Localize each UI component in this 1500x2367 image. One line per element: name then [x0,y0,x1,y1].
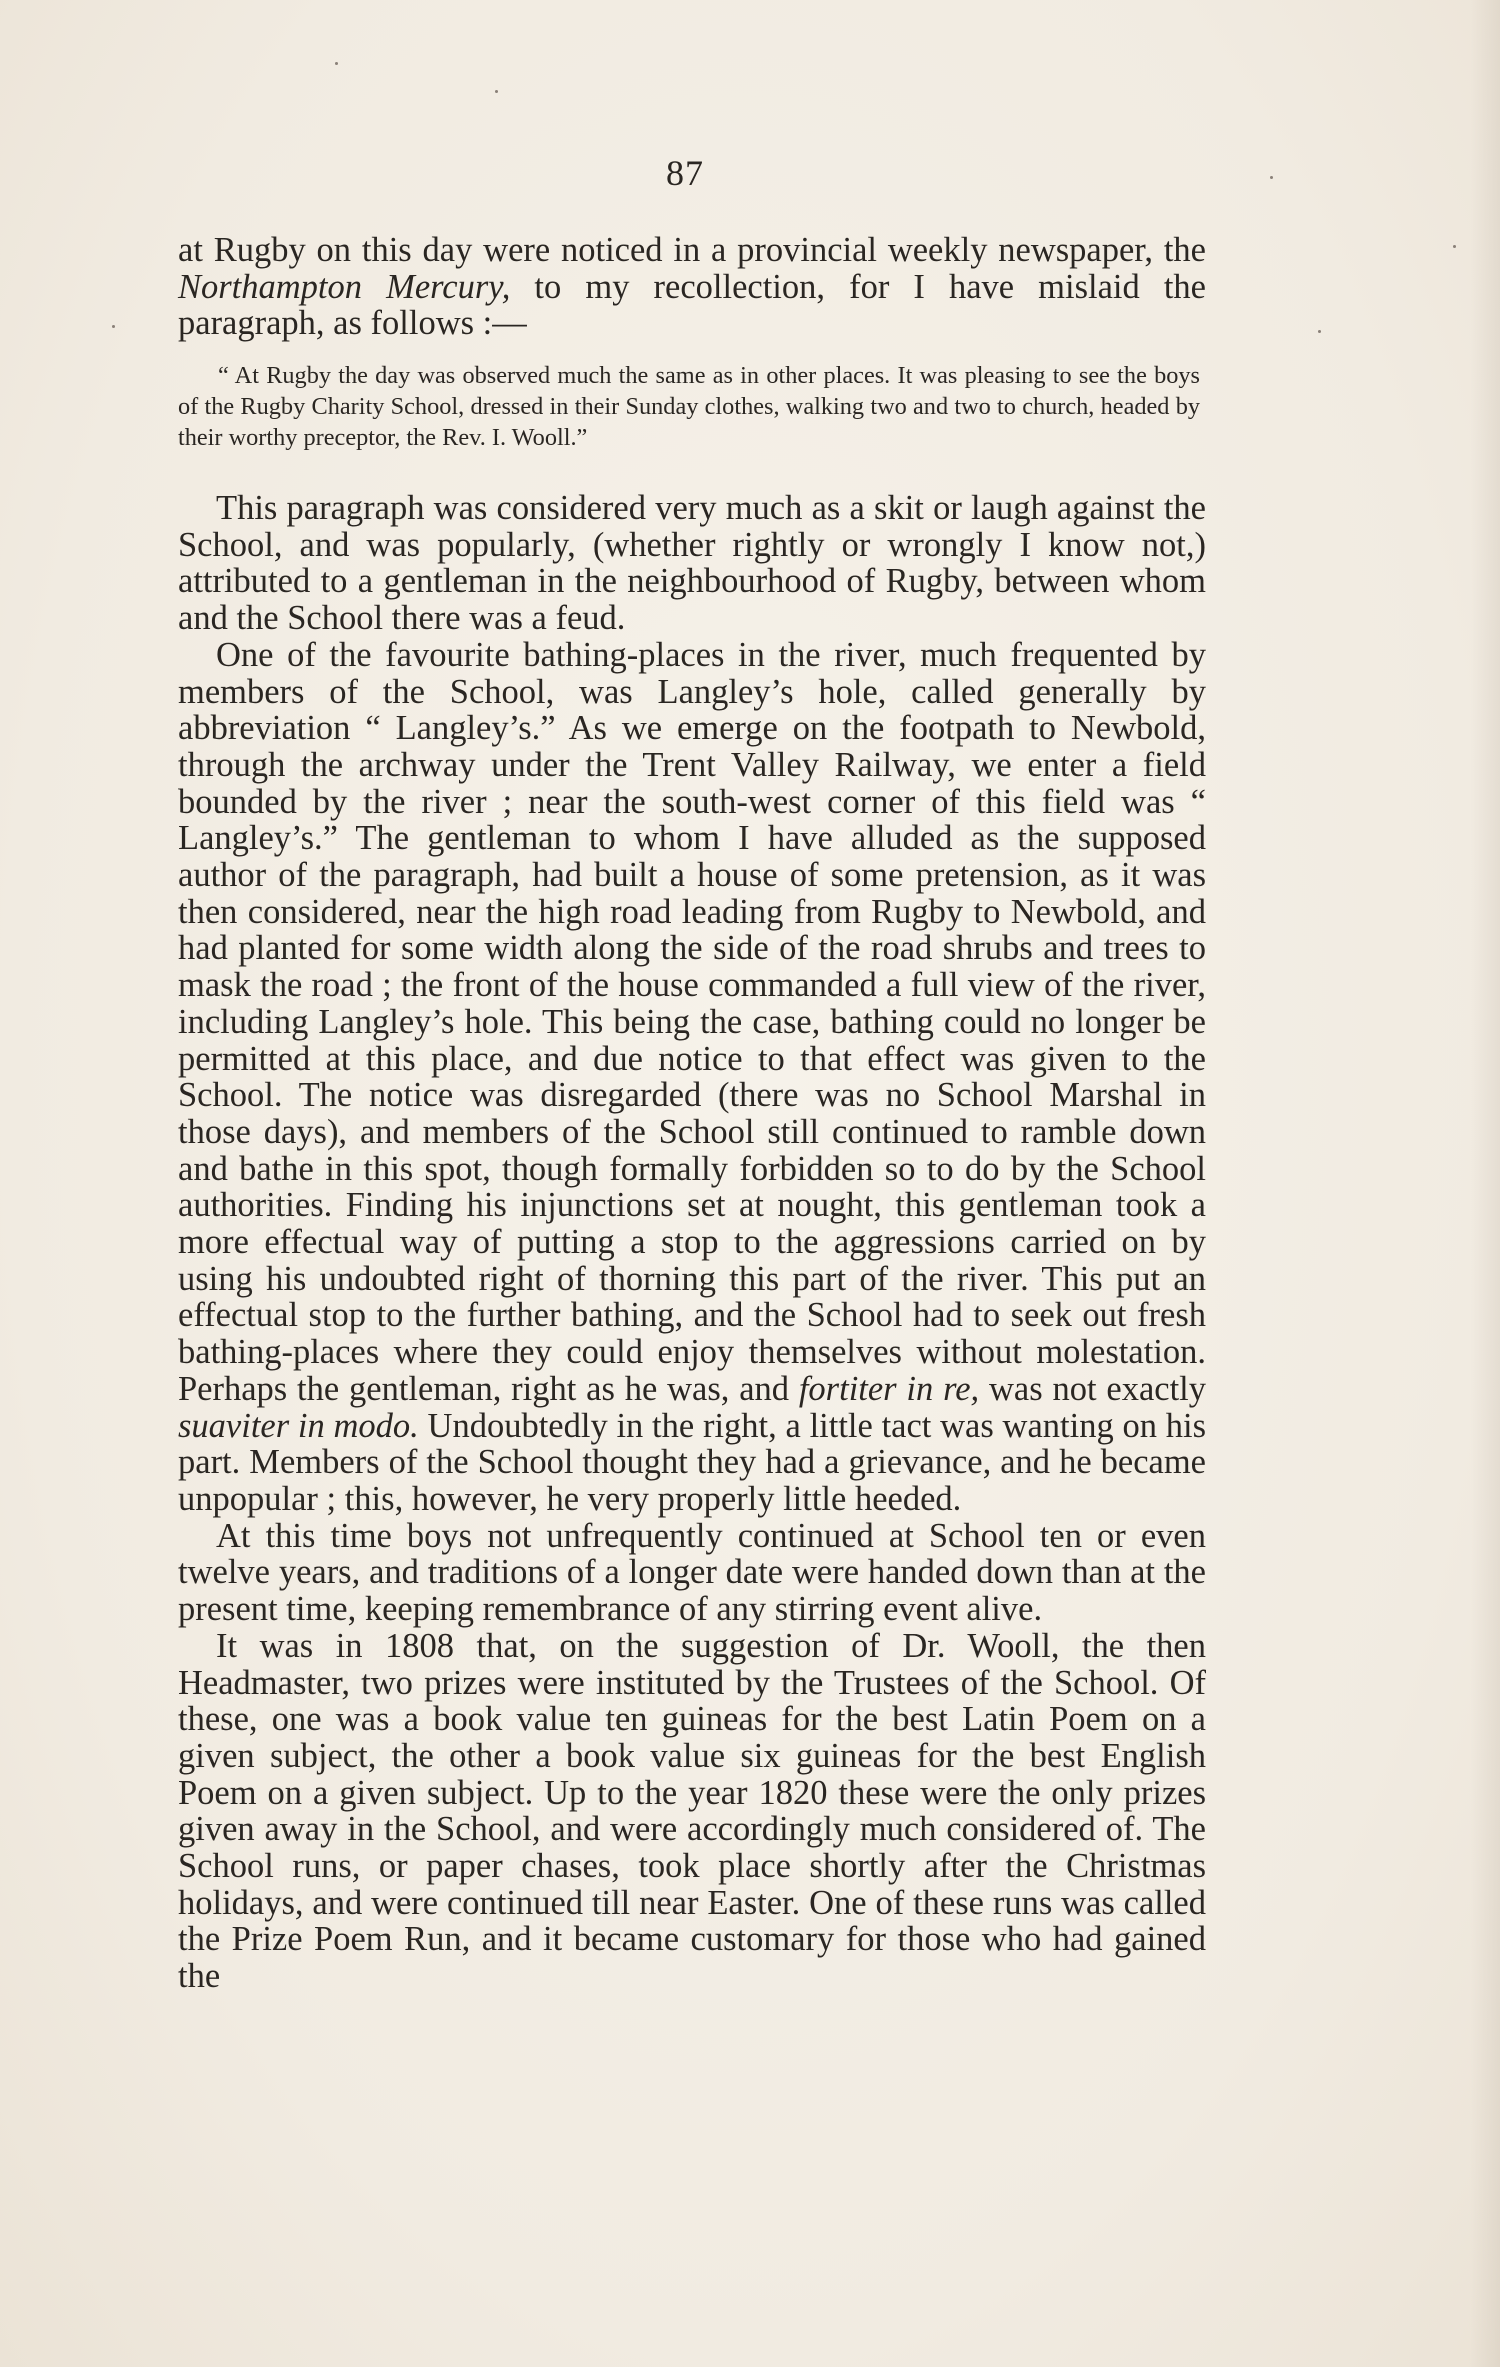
opening-paragraph [178,232,1206,342]
paragraph: It was in 1808 that, on the suggestion of Dr. Wooll, the then Headmaster, two prizes were instituted by the Trustees of the School. Of these, one was a book value ten guineas for the best Latin Poem on a given subject, the other a book value six guineas for the best English Poem on a given subject. Up to the year 1820 these were the only prizes given away in the School, and were accordingly much considered of. The School runs, or paper chases, took place shortly after the Christmas holidays, and were continued till near Easter. One of these runs was called the Prize Poem Run, and it became customary for those who had gained the [178,1626,1206,1996]
opening-text: at Rugby on this day were noticed in a provincial weekly newspaper, the [178,231,1206,269]
paragraph-text: Undoubtedly in the right, a little tact was wanting on his part. Members of the School thought they had a grievance, and he became unpopular ; this, however, he very properly little heeded. [178,1406,1206,1518]
newspaper-title: Northampton Mercury, [178,267,511,306]
paragraph [178,637,1206,1518]
paper-speck [112,325,115,328]
paper-speck [1318,330,1321,333]
paper-speck [1453,245,1456,248]
paper-speck [1270,176,1273,179]
opening-text-end: to my recollection, for I have mislaid the paragraph, as follows :— [178,267,1206,343]
block-quote: “ At Rugby the day was observed much the same as in other places. It was pleasing to see the boys of the Rugby Charity School, dressed in their Sunday clothes, walking two and two to church, headed by their worthy preceptor, the Rev. I. Wooll.” [178,362,1200,451]
paragraph: At this time boys not unfrequently continued at School ten or even twelve years, and traditions of a longer date were handed down than at the present time, keeping remembrance of any stirring event alive. [178,1516,1206,1629]
latin-phrase: fortiter in re, [798,1369,980,1408]
paragraph: This paragraph was considered very much as a skit or laugh against the School, and was popularly, (whether rightly or wrongly I know not,) attributed to a gentleman in the neighbourhood of Rugby, between whom and the School there was a feud. [178,489,1206,638]
paper-speck [335,62,338,65]
paragraph-text: One of the favourite bathing-places in the river, much frequented by members of the School, was Langley’s hole, called generally by abbreviation “ Langley’s.” As we emerge on the footpath to Newbold, through the archway under the Trent Valley Railway, we enter a field bounded by the river ; near the south-west corner of this field was “ Langley’s.” The gentleman to whom I have alluded as the supposed author of the paragraph, had built a house of some pretension, as it was then considered, near the high road leading from Rugby to Newbold, and had planted for some width along the side of the road shrubs and trees to mask the road ; the front of the house commanded a full view of the river, including Langley’s hole. This being the case, bathing could no longer be permitted at this place, and due notice to that effect was given to the School. The notice was disregarded (there was no School Marshal in those days), and members of the School still continued to ramble down and bathe in this spot, though formally forbidden so to do by the School authorities. Finding his injunctions set at nought, this gentleman took a more effectual way of putting a stop to the aggressions carried on by using his undoubted right of thorning this part of the river. This put an effectual stop to the further bathing, and the School had to seek out fresh bathing-places where they could enjoy themselves without molestation. Perhaps the gentleman, right as he was, and [178,635,1206,1408]
page-number: 87 [666,153,704,193]
paper-speck [495,90,498,93]
page-edge-shadow [1470,0,1500,2367]
paragraph-text: was not exactly [979,1369,1206,1408]
latin-phrase: suaviter in modo. [178,1406,419,1445]
main-text [178,490,1206,1995]
